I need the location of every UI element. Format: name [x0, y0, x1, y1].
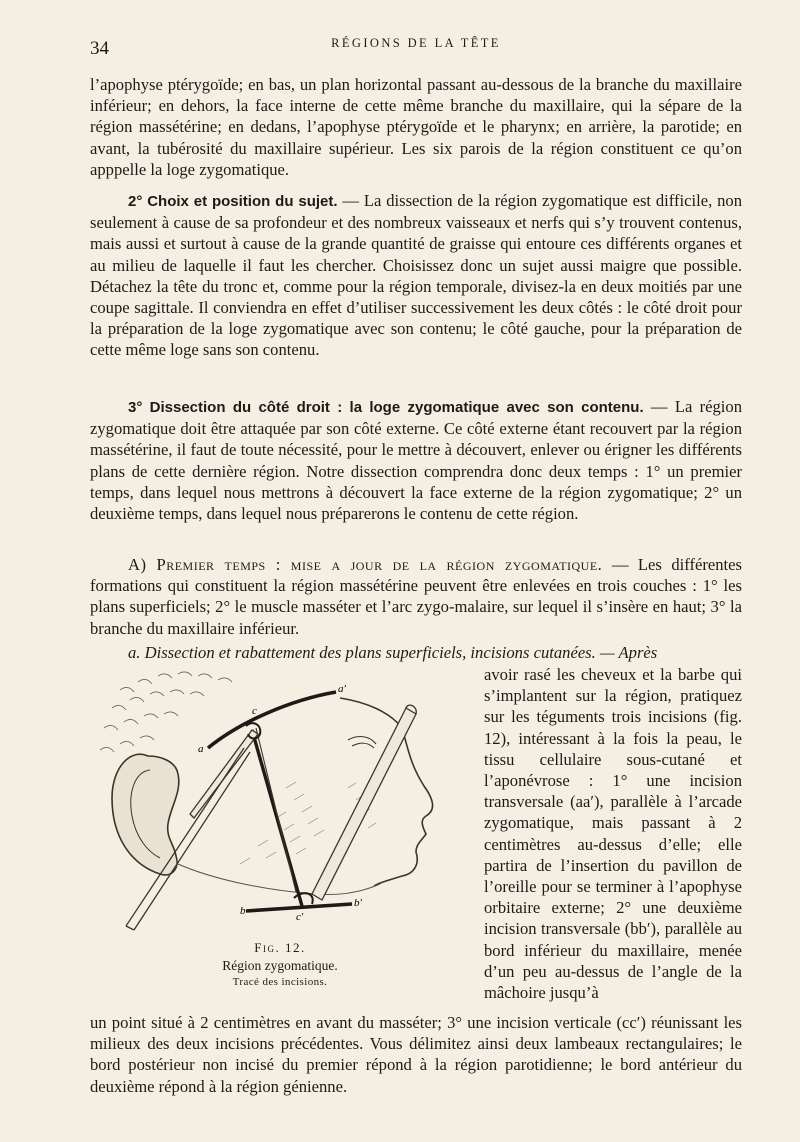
paragraph-text: — La dissection de la région zygomatique est difficile, non seulement à cause de sa profondeur et des nombreux vaisseaux et nerfs qui s’y trouvent contenus, mais aussi et surtout à cause de la grande quantité de graisse qui entoure ces différents organes et au milieu de laquelle il faut les chercher. Choisissez donc un sujet aussi maigre que possible. Détachez la tête du tronc et, comme pour la région temporale, divisez-la en deux moitiés par une coupe sagittale. Il conviendra en effet d’utiliser successivement les deux côtés : le côté droit pour la préparation de la loge zygomatique avec son contenu; le côté gauche, pour la préparation de cette même loge sans son contenu.	[90, 191, 742, 360]
figure-number: Fig. 12.	[254, 940, 306, 955]
paragraph-incisions-end	[90, 1012, 742, 1097]
running-title: RÉGIONS DE LA TÊTE	[331, 36, 501, 50]
hair-hatching	[100, 672, 232, 752]
incision-aa	[208, 692, 336, 748]
eye-outline	[348, 737, 376, 748]
section-heading: 2° Choix et position du sujet.	[128, 193, 338, 210]
paragraph-premier-temps	[90, 554, 742, 639]
paragraph-text: un point situé à 2 centimètres en avant du masséter; 3° une incision verticale (cc′) réunissant les milieux des deux incisions précédentes. Vous délimitez ainsi deux lambeaux rectangulaires; le bord postérieur non incisé du premier répond à la région parotidienne; le bord antérieur du deuxième répond à la région génienne.	[90, 1013, 742, 1096]
subsection-heading: A) Premier temps : mise a jour de la région zygomatique.	[128, 555, 603, 574]
face-profile	[340, 698, 433, 886]
paragraph-loge-boundaries	[90, 74, 742, 180]
ear-outline	[112, 754, 179, 875]
head-profile-drawing	[90, 668, 470, 938]
paragraph-incisions-lead	[90, 642, 742, 663]
label-b: b	[240, 905, 246, 917]
incision-cc	[252, 730, 302, 906]
paragraph-text: a. Dissection et rabattement des plans superficiels, incisions cutanées. — Après	[128, 643, 658, 662]
label-c: c	[252, 705, 257, 717]
page-header	[90, 34, 742, 58]
label-c-prime: c′	[296, 911, 304, 923]
hook-lower	[294, 893, 313, 904]
jaw-line	[178, 864, 380, 895]
section-heading: 3° Dissection du côté droit : la loge zygomatique avec son contenu.	[128, 399, 644, 416]
paragraph-text: avoir rasé les cheveux et la barbe qui s’implantent sur la région, pratiquez sur les téguments trois incisions (fig. 12), intéressant à la fois la peau, le tissu cellulaire sous-cutané et l’aponévrose : 1° une incision transversale (aa′), parallèle à l’arcade zygomatique, mais passant à 2 centimètres au-dessus d’elle; elle partira de l’insertion du pavillon de l’oreille pour se terminer à l’apophyse orbitaire externe; 2° une deuxième incision transversale (bb′), parallèle au bord inférieur du maxillaire, menée d’un peu au-dessus de l’angle de la mâchoire jusqu’à	[484, 665, 742, 1003]
figure-title: Région zygomatique.	[222, 958, 338, 973]
label-b-prime: b′	[354, 897, 362, 909]
label-a-prime: a′	[338, 683, 346, 695]
paragraph-text: — Les différentes formations qui constituent la région massétérine peuvent être enlevées en trois couches : 1° les plans superficiels; 2° le muscle masséter et l’arc zygo-malaire, sur lequel il s’insère en haut; 3° la branche du maxillaire inférieur.	[90, 555, 742, 638]
paragraph-incisions-side	[484, 664, 742, 1003]
paragraph-choix-sujet	[90, 190, 742, 361]
paragraph-text: l’apophyse ptérygoïde; en bas, un plan horizontal passant au-dessous de la branche du maxillaire inférieur; en dehors, la face interne de cette même branche du maxillaire, qui la sépare de la région massétérine; en dedans, l’apophyse ptérygoïde et le pharynx; en arrière, la parotide; en avant, la tubérosité du maxillaire supérieur. Les six parois de la région constituent ce qu’on apppelle la loge zygomatique.	[90, 75, 742, 179]
page-number: 34	[90, 38, 109, 59]
paragraph-dissection-droit	[90, 396, 742, 524]
paragraph-text: — La région zygomatique doit être attaquée par son côté externe. Ce côté externe étant recouvert par la région massétérine, il faut de toute nécessité, pour le mettre à découvert, enlever ou érigner les différents plans de cette dernière région. Notre dissection comprendra donc deux temps : 1° un premier temps, dans lequel nous mettrons à découvert la face externe de la région zygomatique; 2° un deuxième temps, dans lequel nous préparerons le contenu de cette région.	[90, 397, 742, 524]
figure-subtitle: Tracé des incisions.	[232, 976, 328, 988]
label-a: a	[198, 743, 204, 755]
incision-bb	[246, 904, 352, 911]
